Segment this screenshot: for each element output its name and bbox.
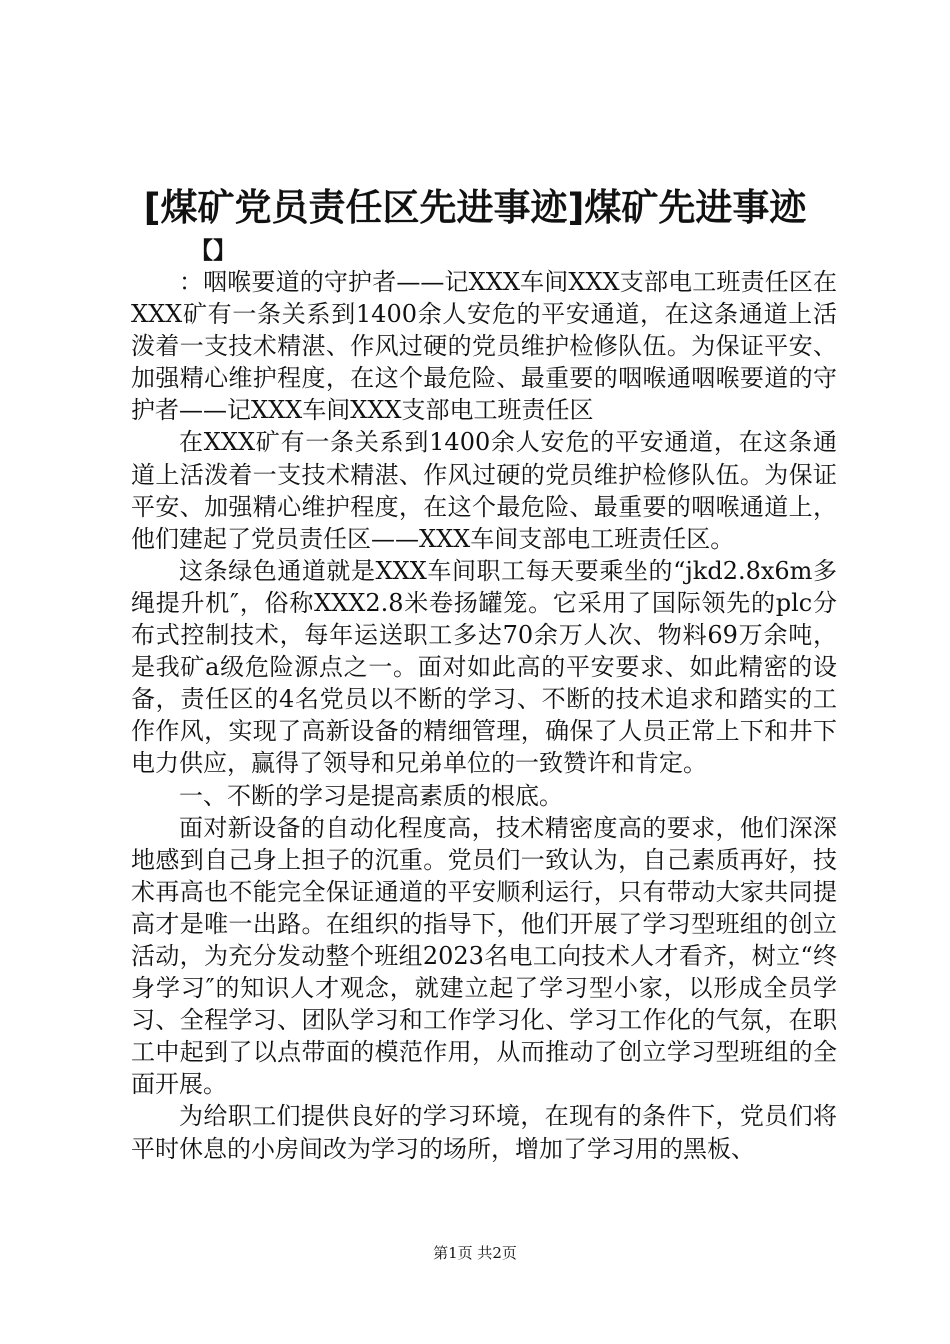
paragraph: ：咽喉要道的守护者——记XXX车间XXX支部电工班责任区在XXX矿有一条关系到1400余人安危的平安通道，在这条通道上活泼着一支技术精湛、作风过硬的党员维护检修队伍。为保证平安、加强精心维护程度，在这个最危险、最重要的咽喉通咽喉要道的守护者——记XXX车间XXX支部电工班责任区 <box>131 268 837 425</box>
document-body <box>131 266 837 1165</box>
paragraph: 这条绿色通道就是XXX车间职工每天要乘坐的“jkd2.8x6m多绳提升机″，俗称XXX2.8米卷扬罐笼。它采用了国际领先的plc分布式控制技术，每年运送职工多达70余万人次、物料69万余吨，是我矿a级危险源点之一。面对如此高的平安要求、如此精密的设备，责任区的4名党员以不断的学习、不断的技术追求和踏实的工作作风，实现了高新设备的精细管理，确保了人员正常上下和井下电力供应，赢得了领导和兄弟单位的一致赞许和肯定。 <box>131 556 837 778</box>
paragraph: 为给职工们提供良好的学习环境，在现有的条件下，党员们将平时休息的小房间改为学习的场所，增加了学习用的黑板、 <box>131 1102 837 1163</box>
section-heading: 一、不断的学习是提高素质的根底。 <box>179 781 563 810</box>
document-subtitle: 【】 <box>190 238 236 264</box>
paragraph: 面对新设备的自动化程度高，技术精密度高的要求，他们深深地感到自己身上担子的沉重。党员们一致认为，自己素质再好，技术再高也不能完全保证通道的平安顺利运行，只有带动大家共同提高才是唯一出路。在组织的指导下，他们开展了学习型班组的创立活动，为充分发动整个班组2023名电工向技术人才看齐，树立“终身学习″的知识人才观念，就建立起了学习型小家，以形成全员学习、全程学习、团队学习和工作学习化、学习工作化的气氛，在职工中起到了以点带面的模范作用，从而推动了创立学习型班组的全面开展。 <box>131 813 837 1099</box>
page-footer: 第1页 共2页 <box>433 1244 517 1262</box>
paragraph: 在XXX矿有一条关系到1400余人安危的平安通道，在这条通道上活泼着一支技术精湛、作风过硬的党员维护检修队伍。为保证平安、加强精心维护程度，在这个最危险、最重要的咽喉通道上，他们建起了党员责任区——XXX车间支部电工班责任区。 <box>131 428 837 553</box>
document-title: [煤矿党员责任区先进事迹]煤矿先进事迹 <box>143 186 807 229</box>
